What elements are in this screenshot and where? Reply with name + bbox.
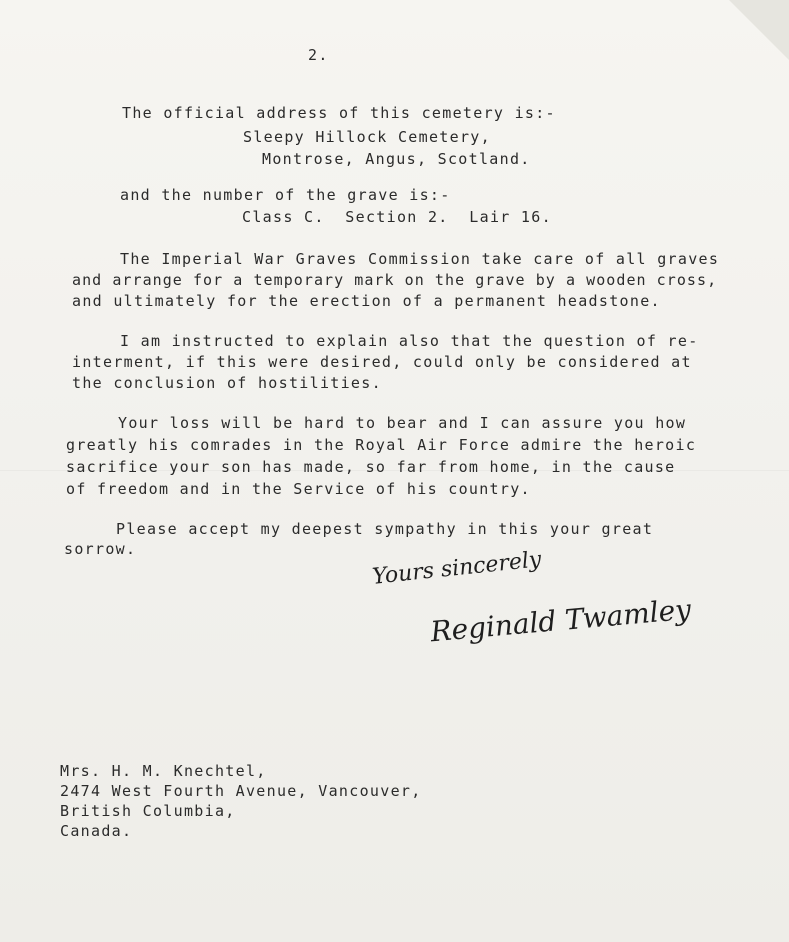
paragraph-line: and ultimately for the erection of a permanent headstone. bbox=[72, 292, 661, 310]
recipient-line: Mrs. H. M. Knechtel, bbox=[60, 762, 267, 780]
cemetery-location: Montrose, Angus, Scotland. bbox=[262, 150, 531, 168]
paragraph-line: The Imperial War Graves Commission take care of all graves bbox=[120, 250, 720, 268]
paragraph-line: the conclusion of hostilities. bbox=[72, 374, 382, 392]
paragraph-line: Your loss will be hard to bear and I can assure you how bbox=[118, 414, 687, 432]
grave-intro: and the number of the grave is:- bbox=[120, 186, 451, 204]
closing-handwritten: Yours sincerely bbox=[371, 547, 543, 590]
paragraph-line: Please accept my deepest sympathy in this your great bbox=[116, 520, 654, 538]
cemetery-name: Sleepy Hillock Cemetery, bbox=[243, 128, 491, 146]
paragraph-line: greatly his comrades in the Royal Air Force admire the heroic bbox=[66, 436, 697, 454]
paragraph-line: I am instructed to explain also that the question of re- bbox=[120, 332, 699, 350]
grave-number: Class C. Section 2. Lair 16. bbox=[242, 208, 552, 226]
paragraph-line: sacrifice your son has made, so far from home, in the cause bbox=[66, 458, 676, 476]
recipient-line: British Columbia, bbox=[60, 802, 236, 820]
paragraph-line: interment, if this were desired, could only be considered at bbox=[72, 353, 692, 371]
signature: Reginald Twamley bbox=[429, 592, 693, 649]
paragraph-line: sorrow. bbox=[64, 540, 137, 558]
paragraph-line: of freedom and in the Service of his country. bbox=[66, 480, 531, 498]
address-intro: The official address of this cemetery is:- bbox=[122, 104, 556, 122]
paragraph-line: and arrange for a temporary mark on the grave by a wooden cross, bbox=[72, 271, 718, 289]
recipient-line: Canada. bbox=[60, 822, 133, 840]
page-number: 2. bbox=[308, 46, 329, 64]
recipient-line: 2474 West Fourth Avenue, Vancouver, bbox=[60, 782, 422, 800]
page-corner-fold bbox=[729, 0, 789, 60]
